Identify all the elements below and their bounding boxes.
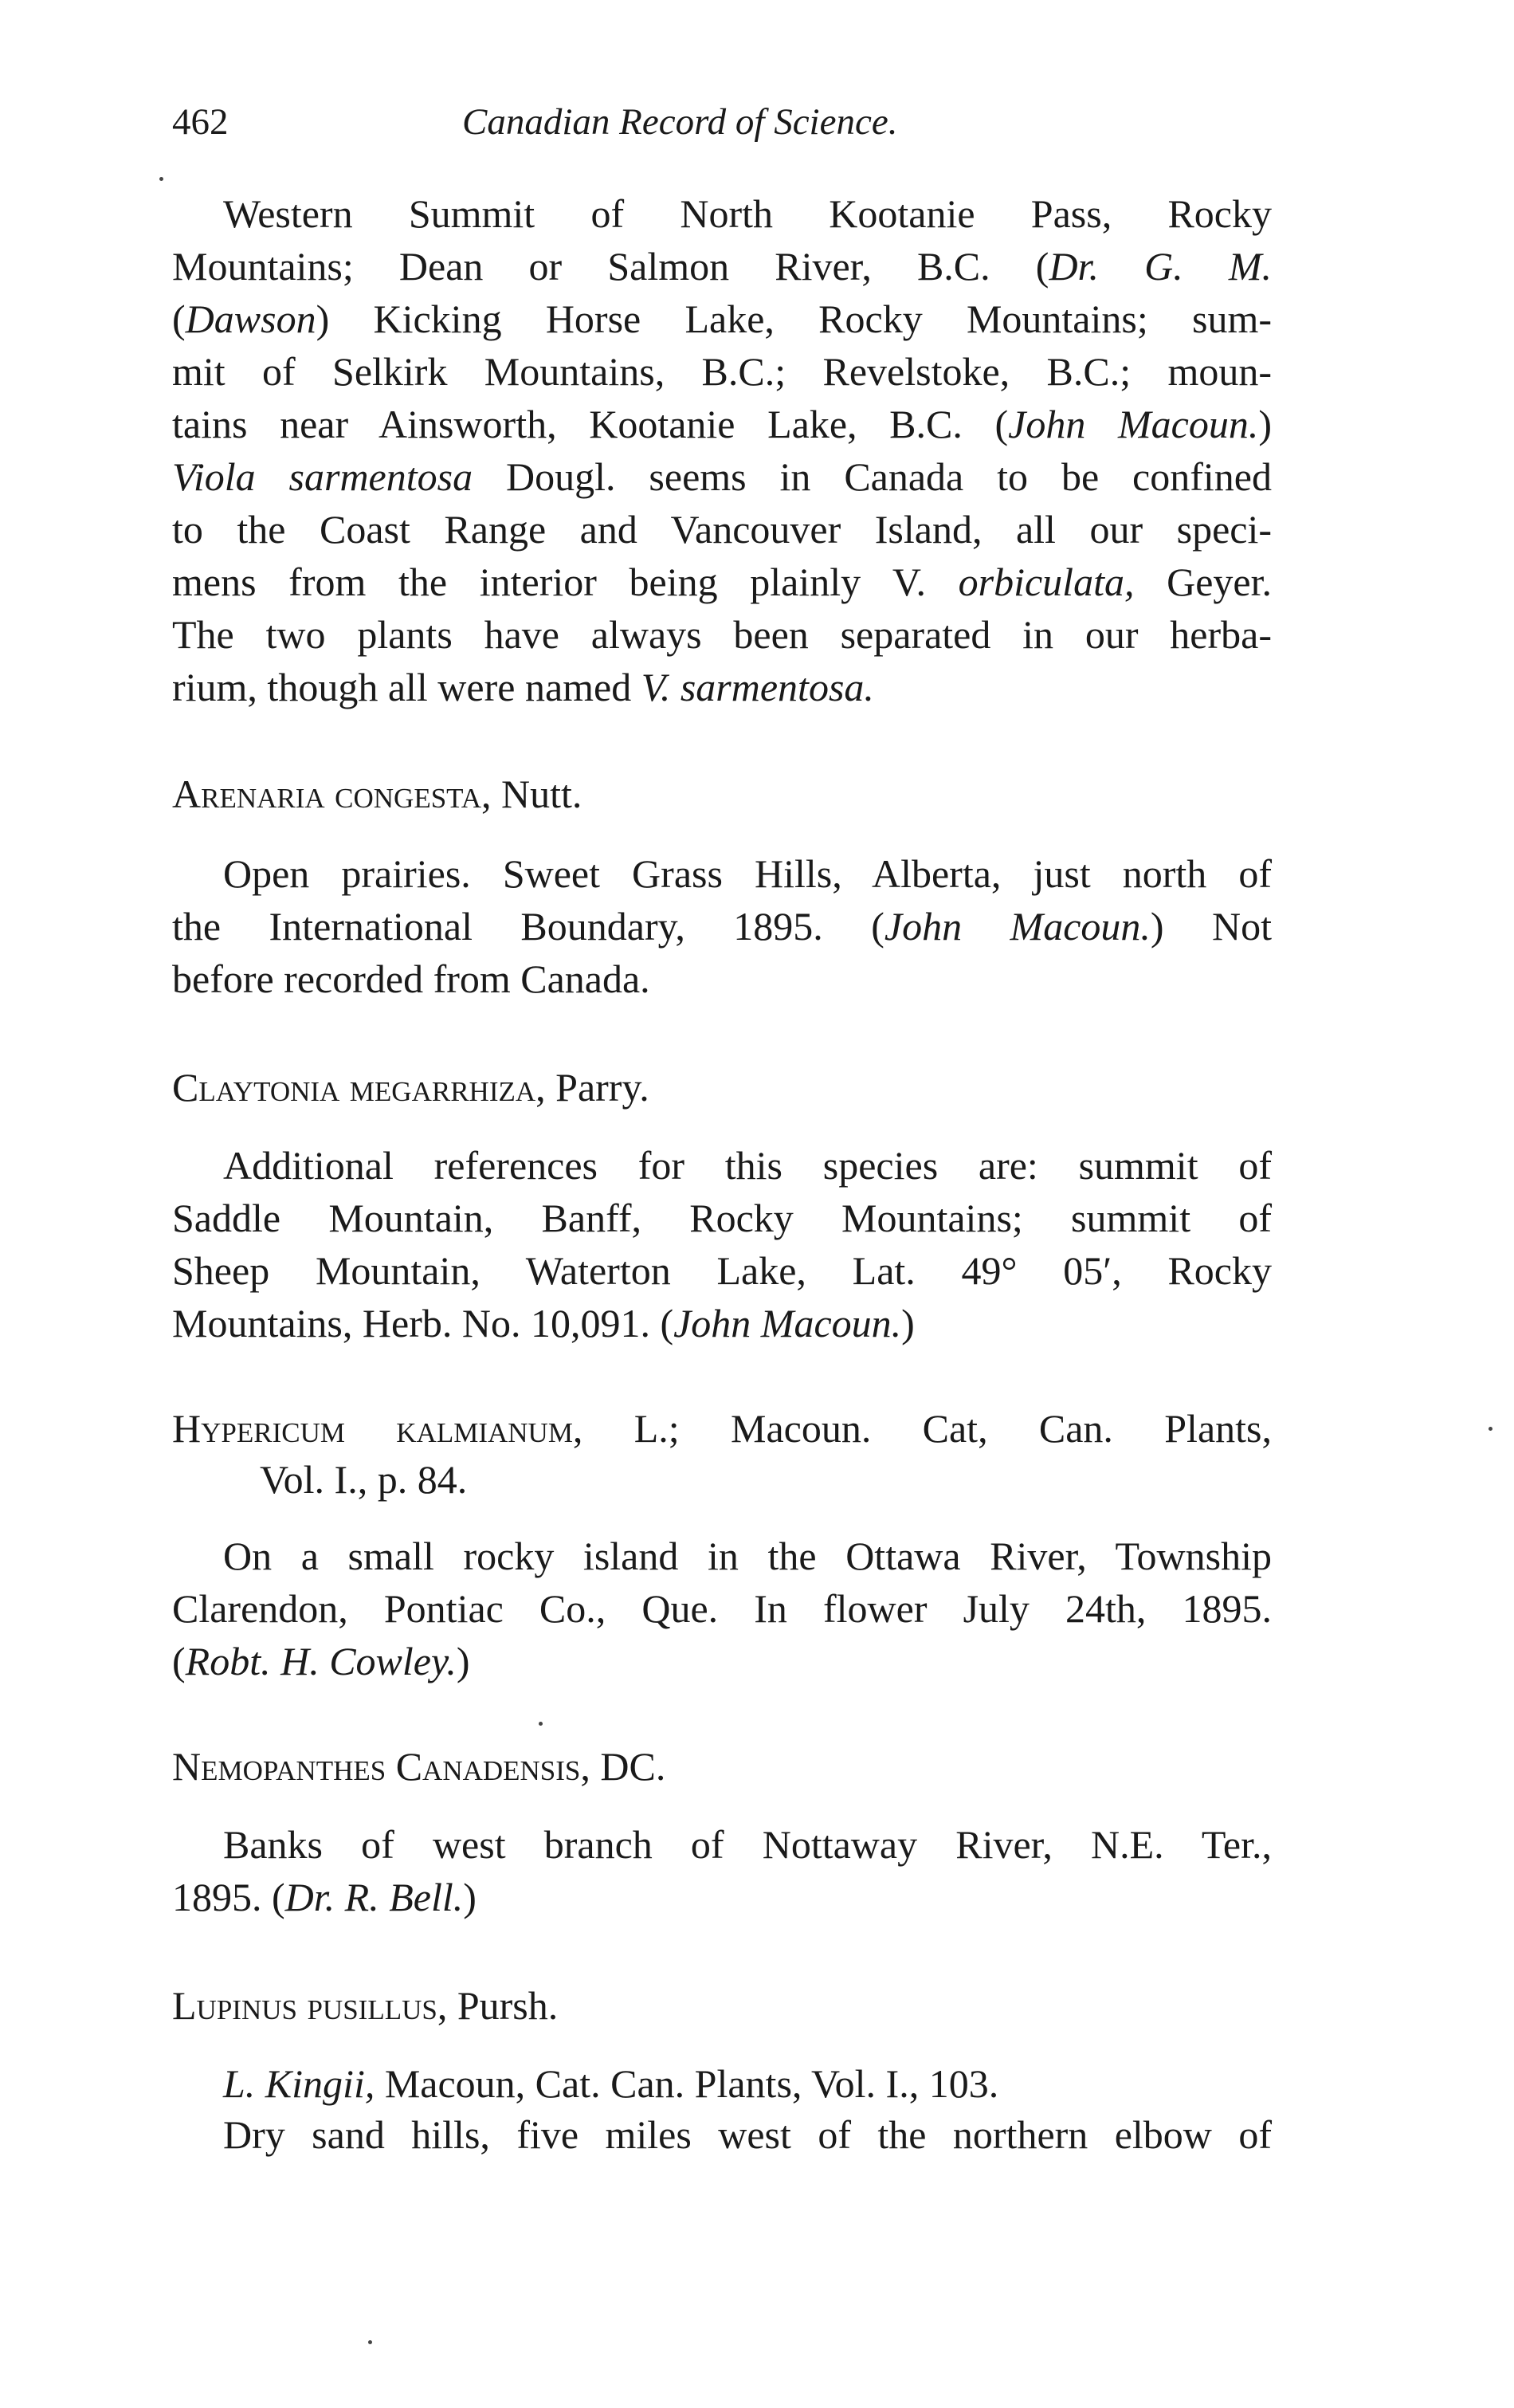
collector-name: Dawson (185, 297, 316, 341)
collector-name: John Macoun. (1008, 402, 1259, 446)
species-heading: Arenaria congesta, Nutt. (172, 772, 582, 816)
print-speck (159, 177, 163, 181)
species-heading: Nemopanthes Canadensis, DC. (172, 1744, 666, 1789)
species-name: Viola sarmentosa (172, 454, 473, 499)
collector-name: Dr. R. Bell. (284, 1875, 464, 1919)
collector-name: John Macoun. (673, 1301, 902, 1345)
collector-name: Robt. H. Cowley. (185, 1639, 457, 1683)
species-name: orbiculata, (958, 560, 1135, 604)
text-line: Mountains, Herb. No. 10,091. (John Macoun.) (172, 1301, 915, 1345)
text-line: Dry sand hills, five miles west of the northern elbow of (223, 2112, 1272, 2157)
text-line: The two plants have always been separated in our herba- (172, 612, 1272, 657)
text-line: On a small rocky island in the Ottawa River, Township (223, 1534, 1272, 1578)
text-line: mens from the interior being plainly V. orbiculata, Geyer. (172, 560, 1272, 604)
collector-name: John Macoun. (884, 904, 1151, 949)
text-line: Open prairies. Sweet Grass Hills, Alberta, just north of (223, 851, 1272, 896)
text-line: Viola sarmentosa Dougl. seems in Canada to be confined (172, 454, 1272, 499)
text-line: Western Summit of North Kootanie Pass, Rocky (223, 191, 1272, 236)
text-line: to the Coast Range and Vancouver Island, all our speci- (172, 507, 1272, 552)
page-number: 462 (172, 101, 229, 143)
page-header (0, 0, 1514, 159)
text-line: Saddle Mountain, Banff, Rocky Mountains; summit of (172, 1196, 1272, 1240)
collector-name: Dr. G. M. (1049, 244, 1272, 289)
text-line: rium, though all were named V. sarmentosa. (172, 665, 874, 709)
species-name: V. sarmentosa. (641, 665, 874, 709)
print-speck (368, 2340, 372, 2344)
text-line: Mountains; Dean or Salmon River, B.C. (Dr. G. M. (172, 244, 1272, 289)
species-heading: Claytonia megarrhiza, Parry. (172, 1065, 649, 1110)
synonym-name: L. Kingii, (223, 2061, 375, 2106)
text-line: Vol. I., p. 84. (260, 1457, 468, 1502)
print-speck (1489, 1427, 1492, 1431)
text-line: mit of Selkirk Mountains, B.C.; Revelstoke, B.C.; moun- (172, 349, 1272, 394)
text-line: L. Kingii, Macoun, Cat. Can. Plants, Vol. I., 103. (223, 2061, 999, 2106)
text-line: (Dawson) Kicking Horse Lake, Rocky Mountains; sum- (172, 297, 1272, 341)
text-line: Additional references for this species are: summit of (223, 1143, 1272, 1188)
text-line: tains near Ainsworth, Kootanie Lake, B.C. (John Macoun.) (172, 402, 1272, 446)
text-line: before recorded from Canada. (172, 957, 650, 1001)
text-line: Banks of west branch of Nottaway River, N.E. Ter., (223, 1822, 1272, 1867)
text-line: Sheep Mountain, Waterton Lake, Lat. 49° 05′, Rocky (172, 1248, 1272, 1293)
text-line: 1895. (Dr. R. Bell.) (172, 1875, 477, 1919)
text-line: the International Boundary, 1895. (John Macoun.) Not (172, 904, 1272, 949)
text-line: Clarendon, Pontiac Co., Que. In flower July 24th, 1895. (172, 1586, 1272, 1631)
running-title: Canadian Record of Science. (462, 101, 898, 143)
species-heading: Lupinus pusillus, Pursh. (172, 1983, 559, 2028)
species-heading: Hypericum kalmianum, L.; Macoun. Cat, Can. Plants, (172, 1406, 1272, 1451)
print-speck (539, 1722, 543, 1726)
text-line: (Robt. H. Cowley.) (172, 1639, 470, 1683)
